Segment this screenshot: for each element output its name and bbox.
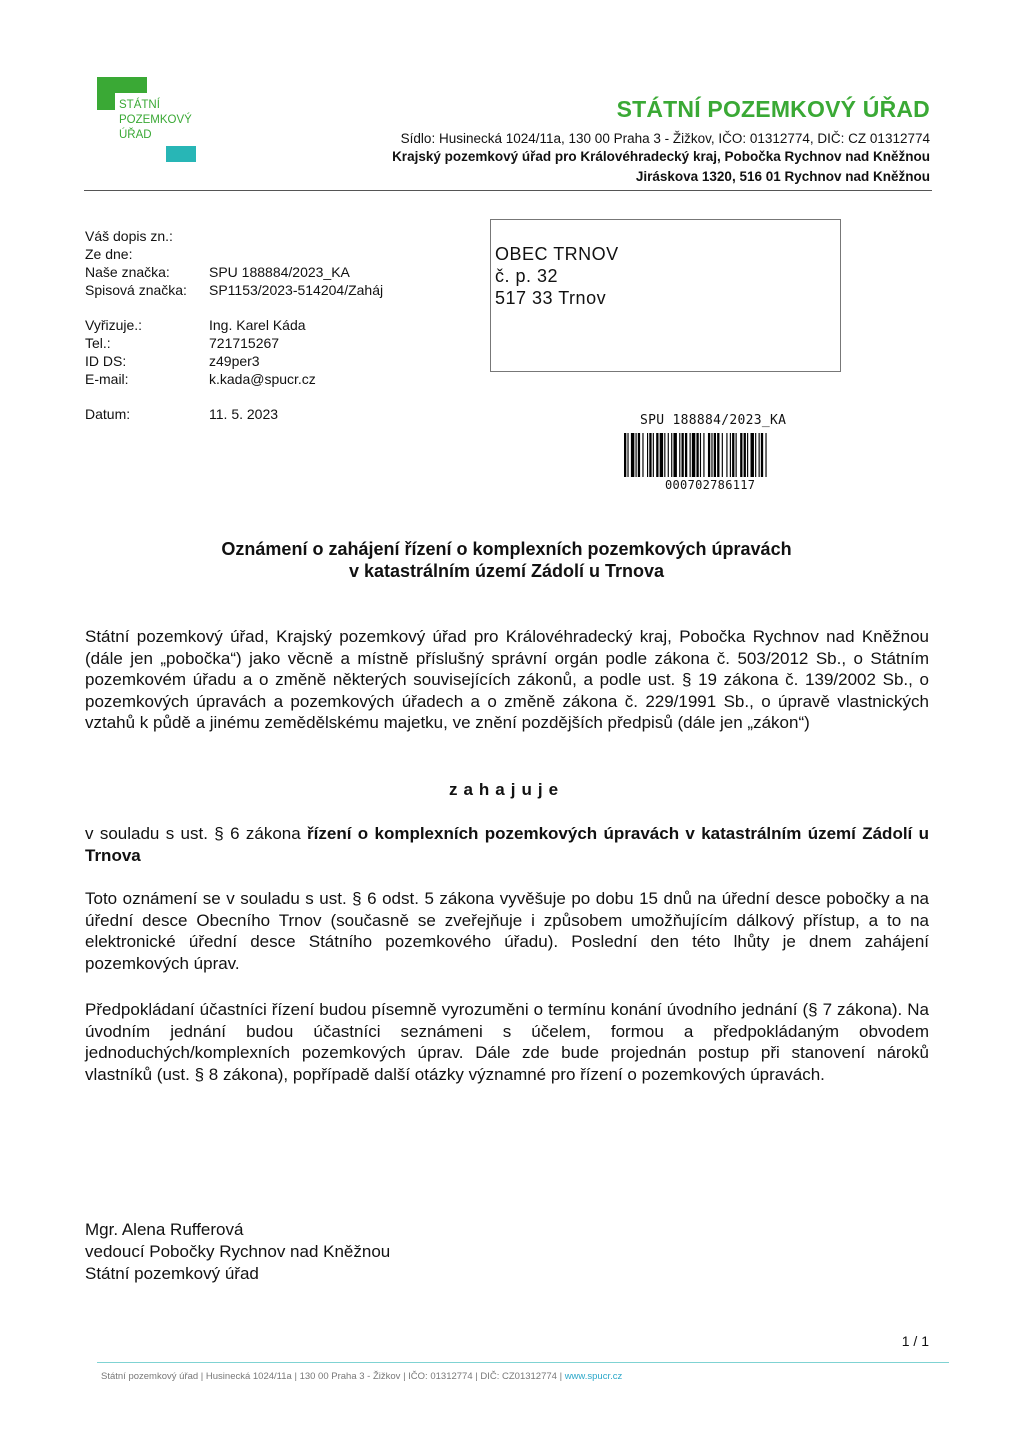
field-label: Vyřizuje.: [85, 317, 143, 333]
header-divider [84, 190, 932, 191]
contact-row [85, 370, 316, 388]
contact-fields [85, 316, 316, 388]
barcode-reference: SPU 188884/2023_KA [640, 413, 787, 428]
field-label: ID DS: [85, 353, 127, 369]
contact-row [85, 334, 316, 352]
notice-paragraph: Toto oznámení se v souladu s ust. § 6 odst. 5 zákona vyvěšuje po dobu 15 dnů na úřední desce pobočky a na úřední desce Obecního Trnov (současně se zveřejňuje i způsobem umožňujícím dálkový přístup, a to na elektronické úřední desce Státního pozemkového úřadu). Poslední den této lhůty je dnem zahájení pozemkových úprav. [85, 889, 929, 973]
office-title: STÁTNÍ POZEMKOVÝ ÚŘAD [616, 96, 930, 122]
document-title [0, 538, 1013, 582]
reference-row [85, 281, 383, 299]
logo-text-line: POZEMKOVÝ [119, 114, 192, 126]
field-value: k.kada@spucr.cz [209, 371, 316, 387]
field-value: SPU 188884/2023_KA [209, 264, 350, 280]
reference-row [85, 227, 383, 245]
field-label: Váš dopis zn.: [85, 228, 173, 244]
footer-website-link[interactable]: www.spucr.cz [564, 1371, 623, 1382]
logo-text [119, 98, 192, 143]
participants-paragraph: Předpokládaní účastníci řízení budou písemně vyrozuměni o termínu konání úvodního jednání (§ 7 zákona). Na úvodním jednání budou účastníci seznámeni s účelem, formou a předpokládaným obvodem jednoduchých/komplexních pozemkových úprav. Dále zde bude projednán postup při stanovení nároků vlastníků (ust. § 8 zákona), popřípadě další otázky významné pro řízení o pozemkových úpravách. [85, 1000, 929, 1084]
signatory-name: Mgr. Alena Rufferová [85, 1220, 244, 1239]
reference-row [85, 263, 383, 281]
footer-text: Státní pozemkový úřad | Husinecká 1024/11a | 130 00 Praha 3 - Žižkov | IČO: 01312774 | DIČ: CZ01312774 | [101, 1371, 565, 1382]
contact-row [85, 352, 316, 370]
date-label: Datum: [85, 406, 131, 422]
reference-fields [85, 227, 383, 299]
logo-text-line: ÚŘAD [119, 129, 152, 141]
decision-text: v souladu s ust. § 6 zákona [85, 824, 308, 843]
title-line: v katastrálním území Zádolí u Trnova [348, 561, 665, 581]
field-label: E-mail: [85, 371, 129, 387]
footer [101, 1371, 622, 1382]
decision-word: zahajuje [448, 780, 565, 799]
date-row [85, 405, 278, 423]
signature-block [85, 1219, 390, 1285]
field-value: Ing. Karel Káda [209, 317, 306, 333]
contact-row [85, 316, 316, 334]
footer-divider [97, 1362, 949, 1363]
date-value: 11. 5. 2023 [209, 406, 279, 422]
field-label: Spisová značka: [85, 282, 187, 298]
signatory-position: vedoucí Pobočky Rychnov nad Kněžnou [85, 1242, 391, 1261]
field-value: 721715267 [209, 335, 280, 351]
branch-name-line: Krajský pozemkový úřad pro Královéhradecký kraj, Pobočka Rychnov nad Kněžnou [392, 149, 930, 164]
intro-paragraph: Státní pozemkový úřad, Krajský pozemkový úřad pro Královéhradecký kraj, Pobočka Rychnov nad Kněžnou (dále jen „pobočka“) jako věcně a místně příslušný správní orgán podle zákona č. 503/2012 Sb., o Státním pozemkovém úřadu a o změně některých souvisejících zákonů, a podle ust. § 19 zákona č. 139/2002 Sb., o pozemkových úpravách a pozemkových úřadech a o změně zákona č. 229/1991 Sb., o úpravě vlastnických vztahů k půdě a jinému zemědělskému majetku, ve znění pozdějších předpisů (dále jen „zákon“) [85, 627, 929, 732]
logo-mark-teal [166, 146, 196, 162]
field-value: z49per3 [209, 353, 260, 369]
recipient-street: č. p. 32 [495, 266, 559, 286]
field-label: Ze dne: [85, 246, 133, 262]
office-seat-line: Sídlo: Husinecká 1024/11a, 130 00 Praha 3 - Žižkov, IČO: 01312774, DIČ: CZ 01312774 [400, 131, 930, 146]
field-label: Tel.: [85, 335, 111, 351]
barcode-number: 000702786117 [665, 478, 756, 492]
barcode-icon [624, 433, 810, 477]
recipient-name: OBEC TRNOV [495, 244, 619, 264]
recipient-city: 517 33 Trnov [495, 288, 607, 308]
field-value: SP1153/2023-514204/Zaháj [209, 282, 384, 298]
logo-mark-left [97, 77, 115, 110]
decision-paragraph [85, 823, 929, 866]
branch-address-line: Jiráskova 1320, 516 01 Rychnov nad Kněžnou [635, 169, 930, 184]
field-label: Naše značka: [85, 264, 170, 280]
reference-row [85, 245, 383, 263]
page-number: 1 / 1 [901, 1333, 929, 1349]
recipient-address [495, 243, 619, 309]
signatory-office: Státní pozemkový úřad [85, 1264, 259, 1283]
date-field [85, 405, 278, 423]
title-line: Oznámení o zahájení řízení o komplexních pozemkových úpravách [221, 539, 792, 559]
decision-subject: řízení o komplexních pozemkových úpravách v katastrálním území Zádolí u Trnova [85, 824, 929, 865]
logo-text-line: STÁTNÍ [119, 99, 160, 111]
